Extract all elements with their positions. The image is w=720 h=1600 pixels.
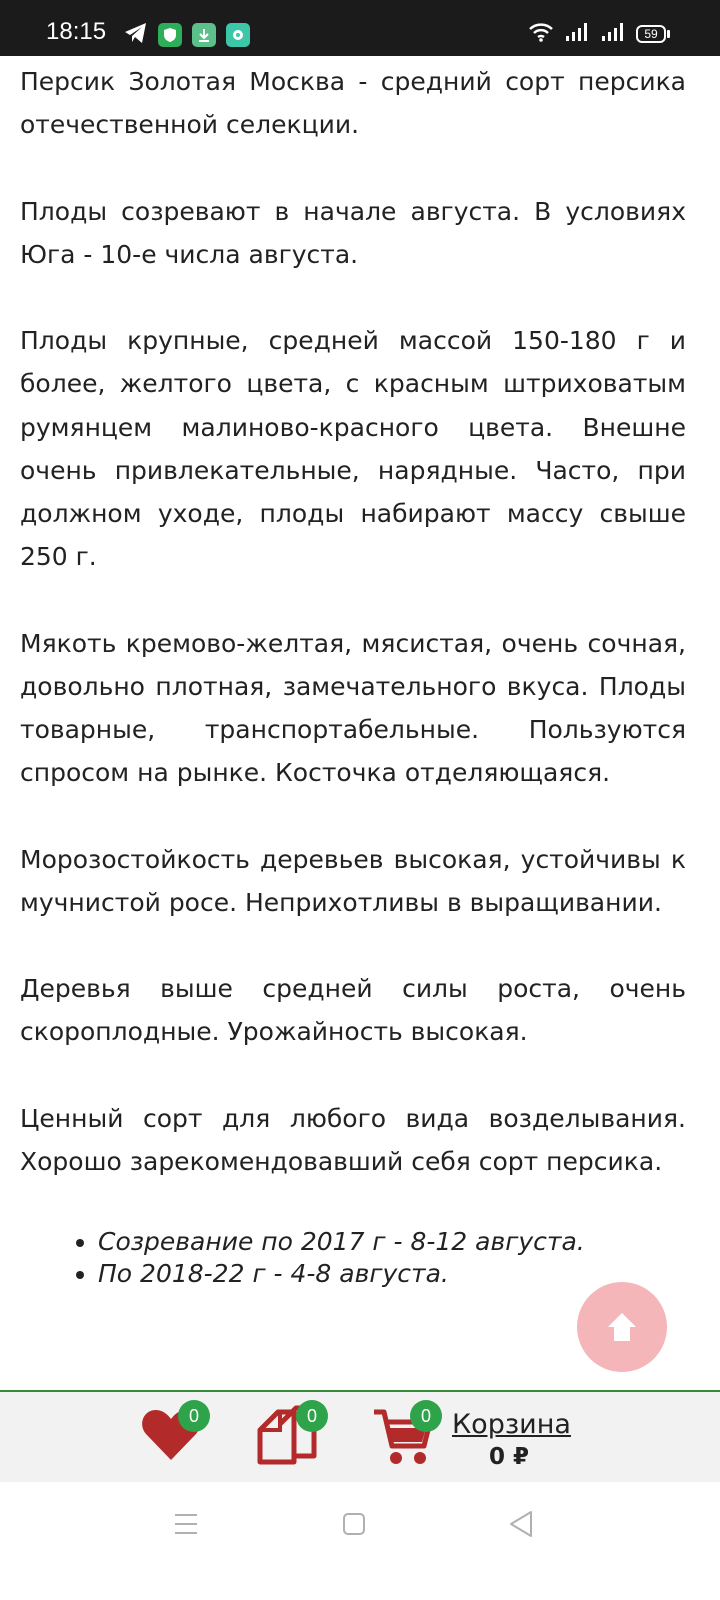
paragraph-trees: Деревья выше средней силы роста, очень скороплодные. Урожайность высокая.: [20, 974, 686, 1047]
system-nav-bar: [0, 1482, 720, 1600]
status-time: 18:15: [46, 18, 107, 45]
paragraph-flesh: Мякоть кремово-желтая, мясистая, очень сочная, довольно плотная, замечательного вкуса. Плоды товарные, транспортабельные. Пользуются спросом на рынке. Косточка отделяющаяся.: [20, 628, 686, 788]
signal-icon-2: [600, 22, 626, 46]
status-bar: [0, 0, 720, 56]
favorites-count-badge: 0: [178, 1400, 210, 1432]
battery-level: 59: [636, 25, 666, 43]
cart-link[interactable]: Корзина: [452, 1409, 571, 1440]
battery-icon: [636, 25, 670, 43]
arrow-up-icon: [602, 1307, 642, 1347]
paragraph-fruits: Плоды крупные, средней массой 150-180 г и более, желтого цвета, с красным штриховатым румянцем малиново-красного цвета. Внешне очень привлекательные, нарядные. Часто, при должном уходе, плоды набирают массу свыше 250 г.: [20, 326, 686, 572]
back-nav-icon[interactable]: [508, 1510, 534, 1542]
compare-count-badge: 0: [296, 1400, 328, 1432]
cart-summary[interactable]: [452, 1408, 571, 1472]
menu-nav-icon[interactable]: [174, 1512, 198, 1540]
gear-app-icon: [226, 23, 250, 47]
paragraph-summary: Ценный сорт для любого вида возделывания. Хорошо зарекомендовавший себя сорт персика.: [20, 1103, 686, 1176]
cart-count-badge: 0: [410, 1400, 442, 1432]
cart-total: 0 ₽: [488, 1444, 529, 1470]
ripening-list: [20, 1226, 686, 1290]
paragraph-hardiness: Морозостойкость деревьев высокая, устойчивы к мучнистой росе. Неприхотливы в выращивании.: [20, 844, 686, 917]
shop-bottom-bar: [0, 1390, 720, 1484]
list-item: • Созревание по 2017 г - 8-12 августа.: [98, 1226, 686, 1258]
download-app-icon: [192, 23, 216, 47]
cart-button[interactable]: [372, 1406, 432, 1472]
paragraph-ripening: Плоды созревают в начале августа. В условиях Юга - 10-е числа августа.: [20, 196, 686, 269]
list-item: • По 2018-22 г - 4-8 августа.: [98, 1258, 686, 1290]
telegram-icon: [124, 22, 148, 48]
home-nav-icon[interactable]: [342, 1512, 366, 1540]
favorites-button[interactable]: [140, 1406, 202, 1466]
paragraph-intro: Персик Золотая Москва - средний сорт персика отечественной селекции.: [20, 67, 686, 140]
scroll-top-button[interactable]: [577, 1282, 667, 1372]
signal-icon: [564, 22, 590, 46]
compare-button[interactable]: [256, 1404, 318, 1472]
shield-app-icon: [158, 23, 182, 47]
wifi-icon: [528, 22, 554, 46]
article-content: [20, 60, 686, 1290]
